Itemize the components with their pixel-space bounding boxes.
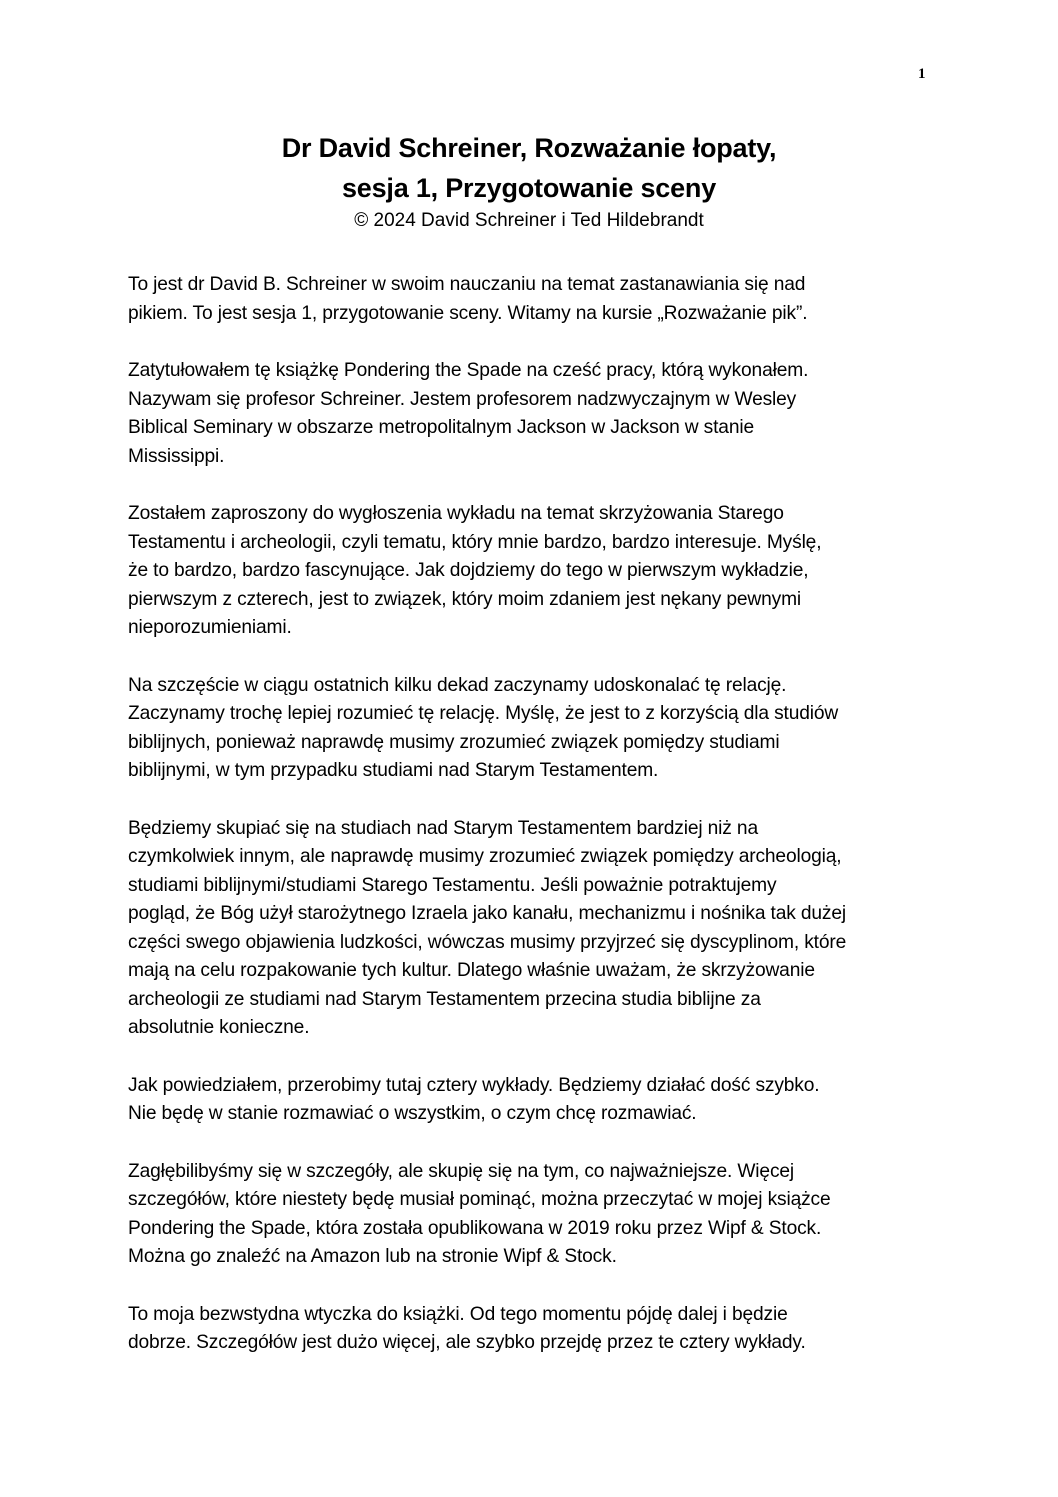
paragraph-line: szczegółów, które niestety będę musiał pominąć, można przeczytać w mojej książce <box>128 1189 831 1210</box>
paragraph-line: biblijnych, ponieważ naprawdę musimy zrozumieć związek pomiędzy studiami <box>128 731 780 753</box>
paragraph-line: Będziemy skupiać się na studiach nad Starym Testamentem bardziej niż na <box>128 817 758 839</box>
paragraph-line: Nie będę w stanie rozmawiać o wszystkim, o czym chcę rozmawiać. <box>128 1103 697 1124</box>
paragraph-line: Zaczynamy trochę lepiej rozumieć tę relację. Myślę, że jest to z korzyścią dla studiów <box>128 703 839 724</box>
paragraph-line: Zatytułowałem tę książkę Pondering the Spade na cześć pracy, którą wykonałem. <box>128 360 809 381</box>
paragraph-line: nieporozumieniami. <box>128 617 292 638</box>
paragraph-line: Nazywam się profesor Schreiner. Jestem profesorem nadzwyczajnym w Wesley <box>128 388 797 410</box>
paragraph-line: Mississippi. <box>128 445 225 467</box>
paragraph-line: części swego objawienia ludzkości, wówczas musimy przyjrzeć się dyscyplinom, które <box>128 931 847 953</box>
paragraph-line: Można go znaleźć na Amazon lub na stronie Wipf & Stock. <box>128 1246 617 1267</box>
paragraph-line: biblijnymi, w tym przypadku studiami nad Starym Testamentem. <box>128 760 659 781</box>
paragraph-line: studiami biblijnymi/studiami Starego Testamentu. Jeśli poważnie potraktujemy <box>128 874 777 896</box>
paragraph-line: To jest dr David B. Schreiner w swoim nauczaniu na temat zastanawiania się nad <box>128 274 806 295</box>
paragraph <box>128 1072 918 1129</box>
paragraph <box>128 357 918 471</box>
paragraph-line: mają na celu rozpakowanie tych kultur. Dlatego właśnie uważam, że skrzyżowanie <box>128 960 815 981</box>
paragraph <box>128 1158 918 1272</box>
paragraph-line: absolutnie konieczne. <box>128 1017 310 1038</box>
paragraph-line: Pondering the Spade, która została opublikowana w 2019 roku przez Wipf & Stock. <box>128 1217 822 1239</box>
paragraph-line: pierwszym z czterech, jest to związek, który moim zdaniem jest nękany pewnymi <box>128 588 802 610</box>
paragraph-line: pikiem. To jest sesja 1, przygotowanie sceny. Witamy na kursie „Rozważanie pik”. <box>128 302 808 324</box>
paragraph-line: pogląd, że Bóg użył starożytnego Izraela jako kanału, mechanizmu i nośnika tak dużej <box>128 903 847 924</box>
paragraph-line: Jak powiedziałem, przerobimy tutaj cztery wykłady. Będziemy działać dość szybko. <box>128 1074 820 1096</box>
paragraph-line: Na szczęście w ciągu ostatnich kilku dekad zaczynamy udoskonalać tę relację. <box>128 674 787 696</box>
paragraph-line: że to bardzo, bardzo fascynujące. Jak dojdziemy do tego w pierwszym wykładzie, <box>128 560 809 581</box>
copyright-line: © 2024 David Schreiner i Ted Hildebrandt <box>354 210 704 231</box>
paragraph <box>128 672 918 786</box>
paragraph-line: Biblical Seminary w obszarze metropolitalnym Jackson w Jackson w stanie <box>128 417 754 438</box>
paragraph-line: czymkolwiek innym, ale naprawdę musimy zrozumieć związek pomiędzy archeologią, <box>128 846 842 867</box>
paragraph <box>128 1301 918 1358</box>
paragraph <box>128 815 918 1043</box>
paragraph-line: dobrze. Szczegółów jest dużo więcej, ale szybko przejdę przez te cztery wykłady. <box>128 1332 806 1353</box>
paragraph-line: To moja bezwstydna wtyczka do książki. Od tego momentu pójdę dalej i będzie <box>128 1303 788 1325</box>
page-number: 1 <box>918 66 926 82</box>
paragraph-line: Zostałem zaproszony do wygłoszenia wykładu na temat skrzyżowania Starego <box>128 503 784 524</box>
paragraph <box>128 271 918 328</box>
document-body <box>128 271 918 1387</box>
title-line-2: sesja 1, Przygotowanie sceny <box>341 173 717 203</box>
document-header <box>0 128 1058 234</box>
paragraph <box>128 500 918 643</box>
paragraph-line: Zagłębilibyśmy się w szczegóły, ale skupię się na tym, co najważniejsze. Więcej <box>128 1160 795 1182</box>
paragraph-line: Testamentu i archeologii, czyli tematu, który mnie bardzo, bardzo interesuje. Myślę, <box>128 531 822 553</box>
paragraph-line: archeologii ze studiami nad Starym Testamentem przecina studia biblijne za <box>128 988 761 1010</box>
title-line-1: Dr David Schreiner, Rozważanie łopaty, <box>281 133 777 163</box>
